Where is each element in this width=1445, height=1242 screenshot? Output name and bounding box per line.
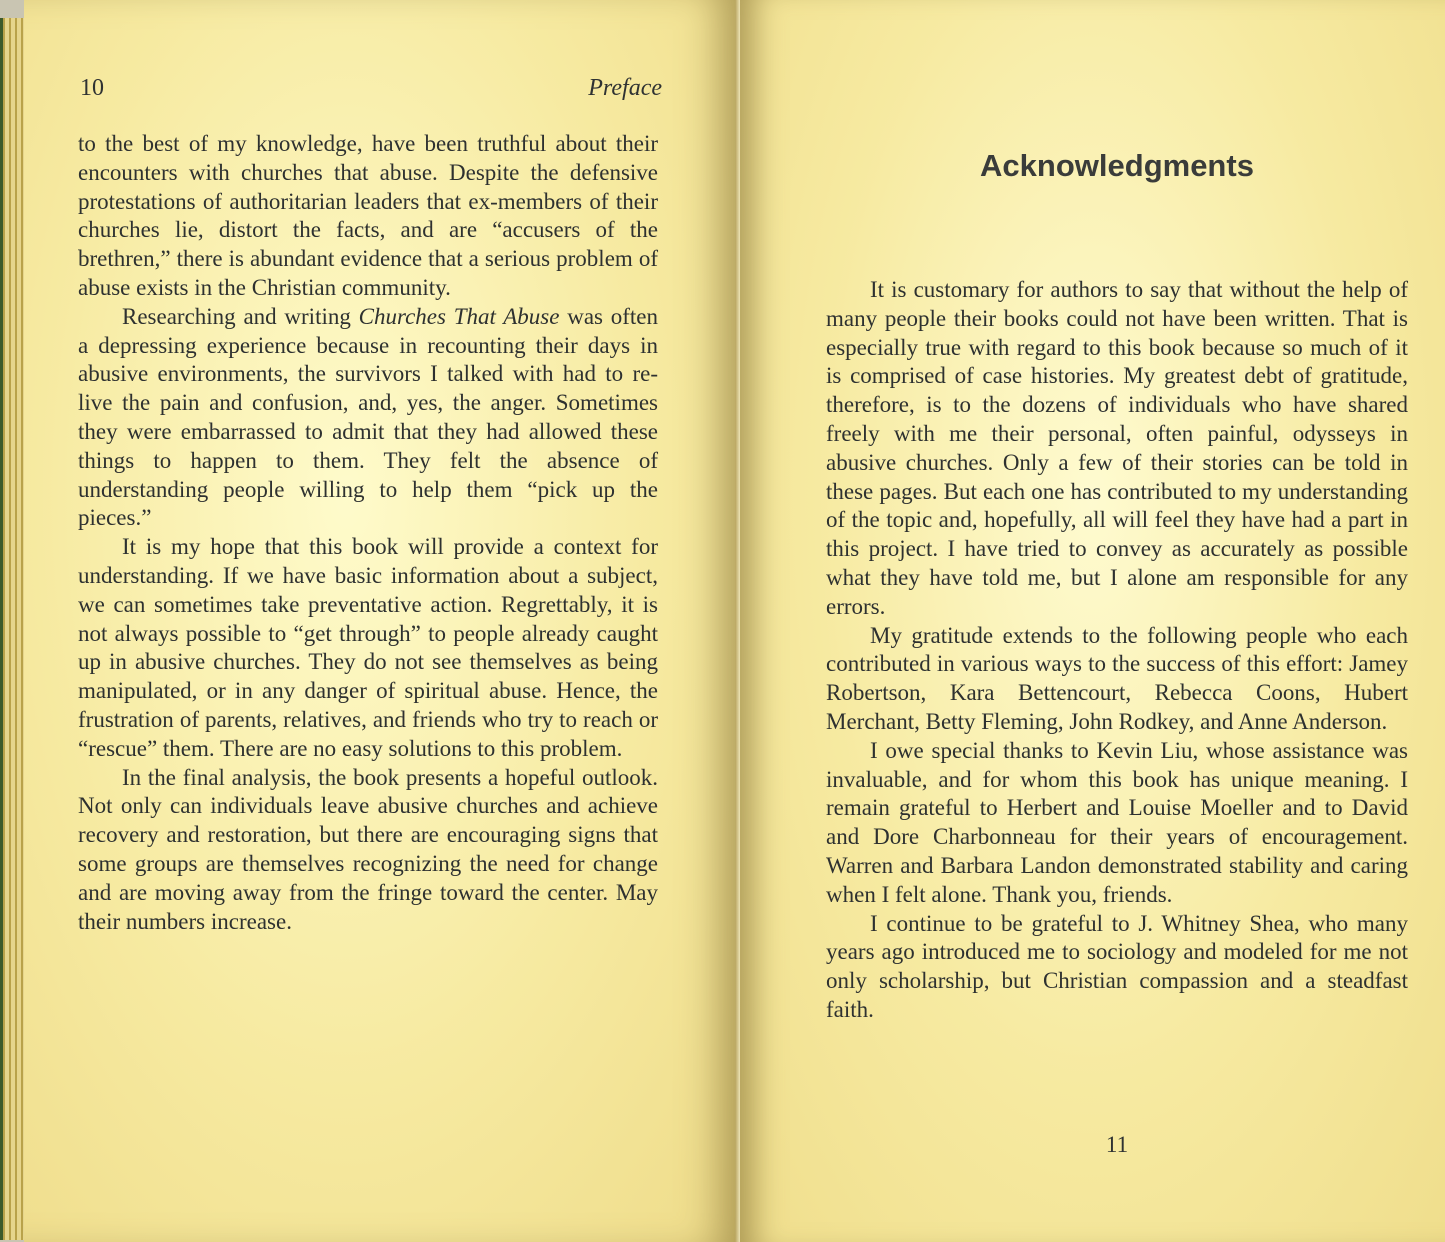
left-page — [24, 0, 740, 1242]
acknowledgments-text — [826, 276, 1408, 1025]
paragraph: to the best of my knowledge, have been truthful about their encounters with churches that abuse. Despite the defensive protestations of authoritarian leaders that ex-members of their churches lie, distort the facts, and are “accusers of the brethren,” there is abundant evidence that a serious problem of abuse exists in the Christian community. — [78, 131, 658, 300]
paragraph: My gratitude extends to the following people who each contributed in various ways to the success of this effort: Jamey Robertson, Kara Bettencourt, Rebecca Coons, Hubert Merchant, Betty Fleming, John Rodkey, and Anne Anderson. — [826, 622, 1408, 734]
running-head — [80, 70, 662, 106]
preface-text — [78, 130, 658, 936]
right-page — [740, 0, 1445, 1242]
paragraph: I continue to be grateful to J. Whitney Shea, who many years ago introduced me to sociology and modeled for me not only scholarship, but Christian compassion and a steadfast faith. — [826, 910, 1408, 1022]
page-number: 11 — [1105, 1132, 1129, 1157]
paragraph: In the final analysis, the book presents a hopeful outlook. Not only can individuals leave abusive churches and achieve recovery and restoration, but there are encouraging signs that some groups are themselves recognizing the need for change and are moving away from the fringe toward the center. May their numbers increase. — [78, 764, 658, 934]
chapter-heading: Acknowledgments — [980, 148, 1254, 183]
paragraph-rest: was often a depressing experience because in recounting their days in abusive environments, the survivors I talked with had to re-live the pain and confusion, and, yes, the anger. Sometimes they were embarrassed to admit that they had allowed these things to happen to them. They felt the absence of understanding people willing to help them “pick up the pieces.” — [78, 303, 658, 531]
paragraph: It is customary for authors to say that without the help of many people their books could not have been written. That is especially true with regard to this book because so much of it is comprised of case histories. My greatest debt of gratitude, therefore, is to the dozens of individuals who have shared freely with me their personal, often painful, odysseys in abusive churches. Only a few of their stories can be told in these pages. But each one has contributed to my understanding of the topic and, hopefully, all will feel they have had a part in this project. I have tried to convey as accurately as possible what they have told me, but I alone am responsible for any errors. — [826, 277, 1408, 619]
paragraph-start: Researching and writing — [122, 303, 359, 329]
page-number: 10 — [80, 75, 104, 101]
paragraph — [78, 303, 658, 533]
paragraph: I owe special thanks to Kevin Liu, whose assistance was invaluable, and for whom this book has unique meaning. I remain grateful to Herbert and Louise Moeller and to David and Dore Charbonneau for their years of encouragement. Warren and Barbara Landon demonstrated stability and caring when I felt alone. Thank you, friends. — [826, 737, 1408, 907]
book-title: Churches That Abuse — [358, 303, 560, 329]
running-title: Preface — [588, 75, 662, 101]
paragraph: It is my hope that this book will provide a context for understanding. If we have basic information about a subject, we can sometimes take preventative action. Regrettably, it is not always possible to “get through” to people already caught up in abusive churches. They do not see themselves as being manipulated, or in any danger of spiritual abuse. Hence, the frustration of parents, relatives, and friends who try to reach or “rescue” them. There are no easy solutions to this problem. — [78, 534, 658, 761]
